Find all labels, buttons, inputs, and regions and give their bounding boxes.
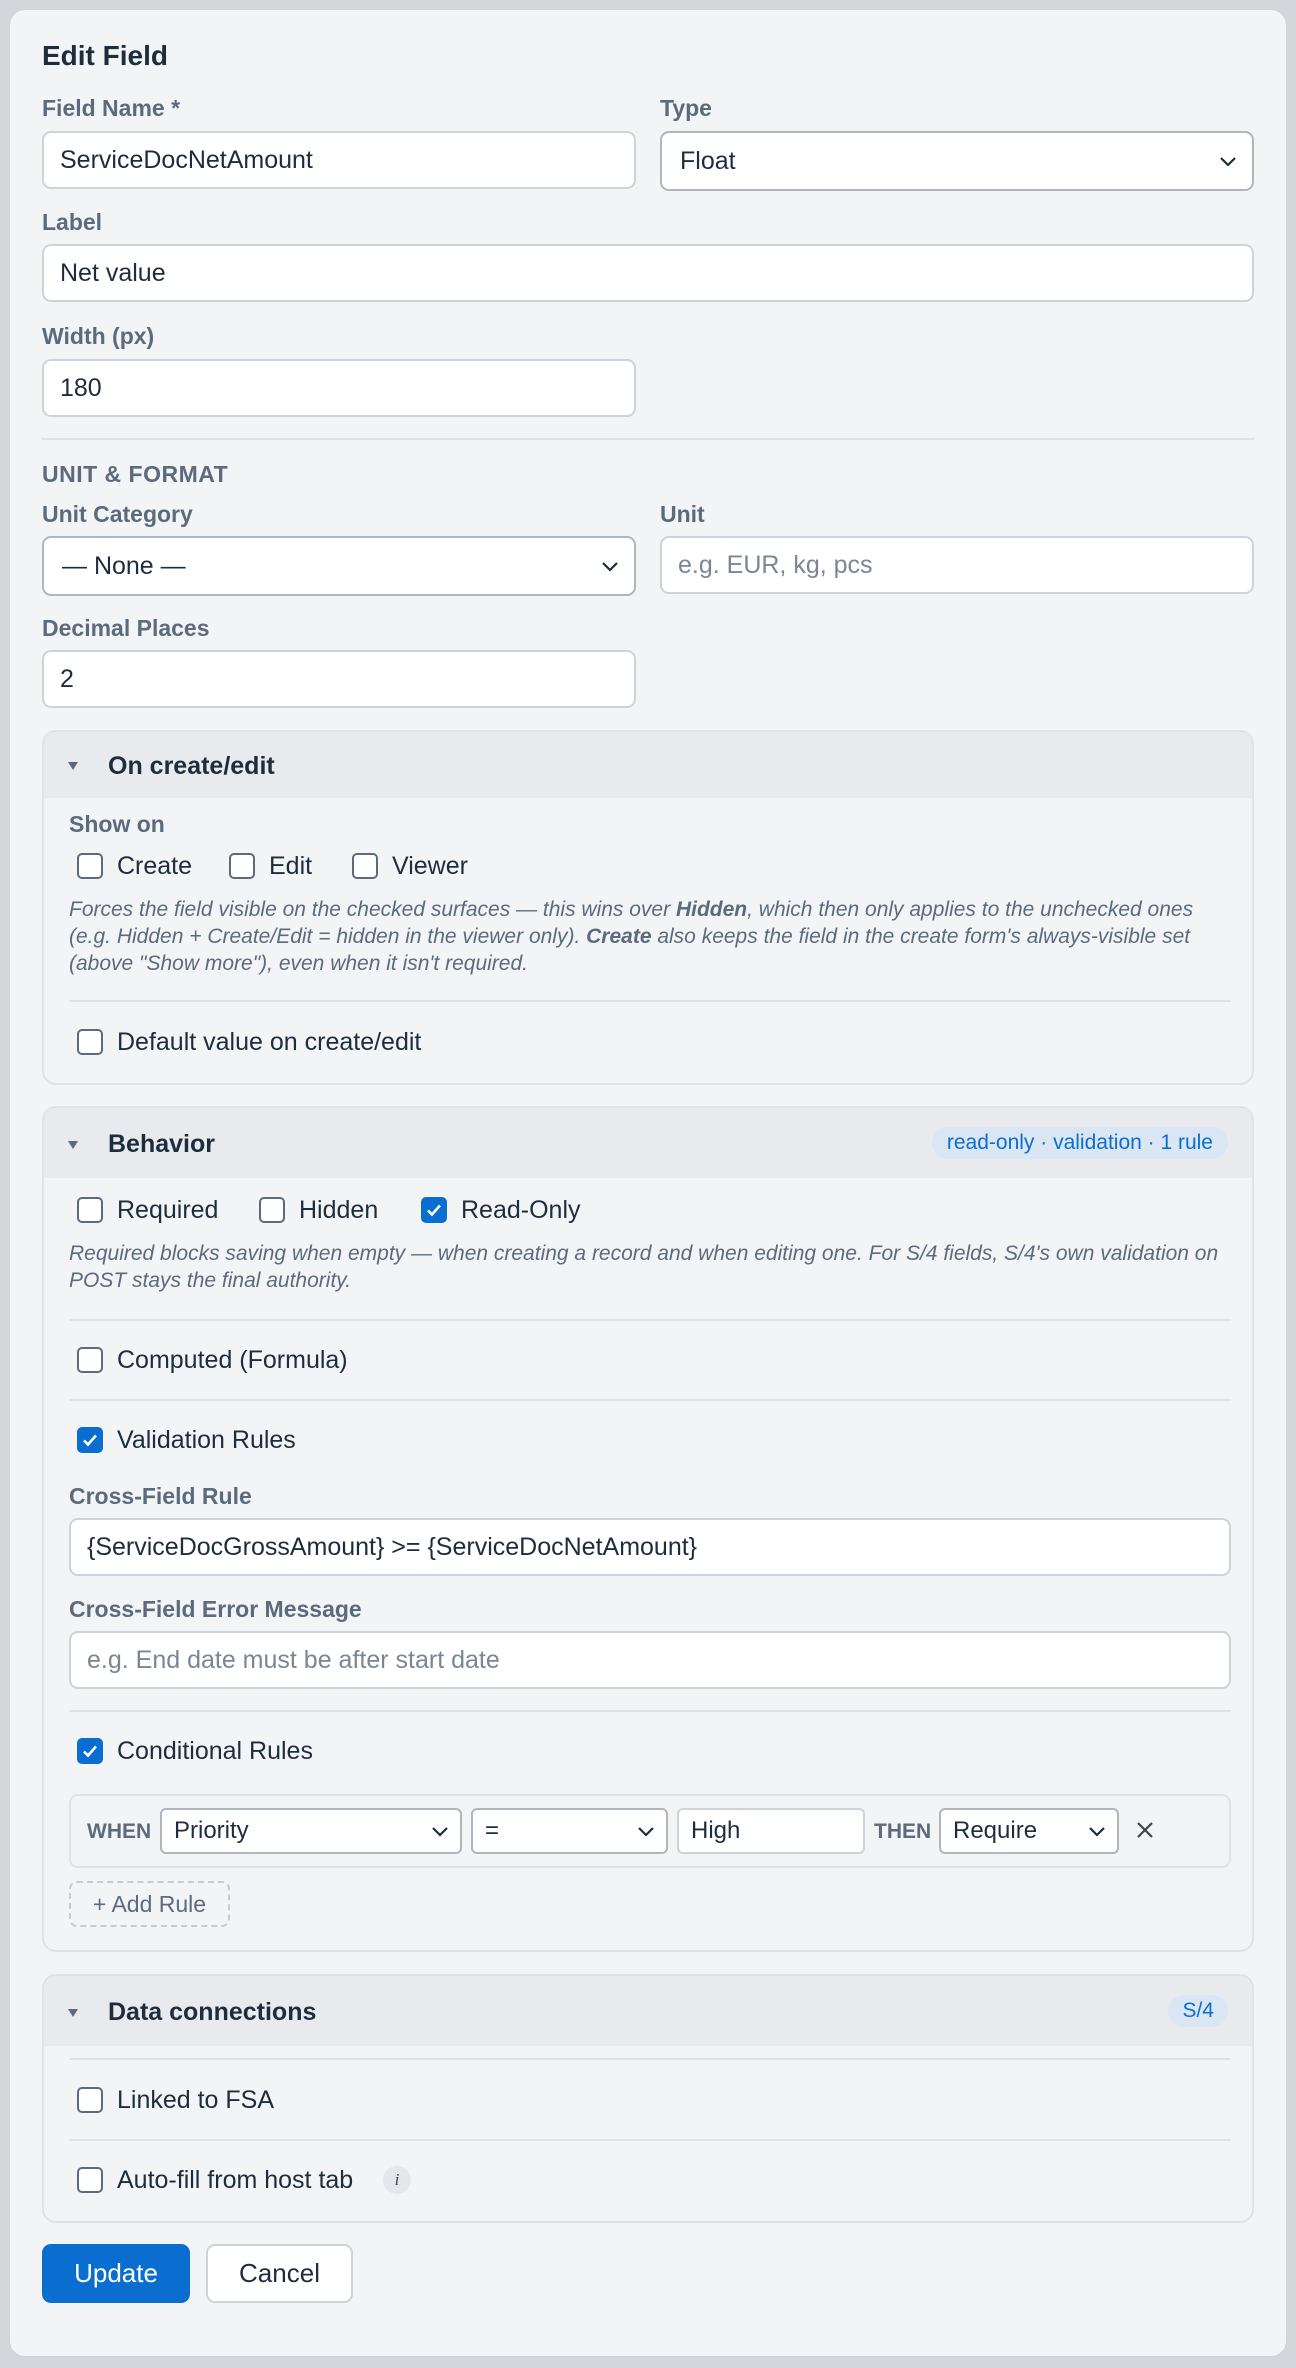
decimal-places-input[interactable]: 2 bbox=[42, 650, 636, 708]
computed-checkbox[interactable] bbox=[77, 1347, 103, 1373]
unit-input[interactable]: e.g. EUR, kg, pcs bbox=[660, 536, 1254, 594]
cross-field-rule-label: Cross-Field Rule bbox=[69, 1483, 252, 1509]
collapse-triangle-icon bbox=[68, 2009, 78, 2017]
unit-category-label: Unit Category bbox=[42, 501, 193, 527]
conditional-rules-label: Conditional Rules bbox=[117, 1737, 313, 1765]
cross-field-error-input[interactable]: e.g. End date must be after start date bbox=[69, 1631, 1231, 1689]
behavior-section bbox=[42, 1106, 1254, 1952]
conditional-rule-row bbox=[69, 1794, 1231, 1868]
linked-to-fsa-checkbox[interactable] bbox=[77, 2087, 103, 2113]
show-on-help-text: Forces the field visible on the checked surfaces — this wins over Hidden, which then only applies to the unchecked ones (e.g. Hidden + Create/Edit = hidden in the viewer only). Create also keeps the field in the create form's always-visible set (above "Show more"), even when it isn't required. bbox=[69, 898, 1194, 975]
divider bbox=[69, 1319, 1231, 1321]
on-create-edit-header[interactable] bbox=[44, 732, 1252, 798]
rule-action-select[interactable] bbox=[939, 1808, 1119, 1854]
collapse-triangle-icon bbox=[68, 1141, 78, 1149]
cancel-button[interactable]: Cancel bbox=[206, 2244, 353, 2303]
computed-label: Computed (Formula) bbox=[117, 1346, 348, 1374]
cross-field-rule-input[interactable]: {ServiceDocGrossAmount} >= {ServiceDocNetAmount} bbox=[69, 1518, 1231, 1576]
field-name-input[interactable]: ServiceDocNetAmount bbox=[42, 131, 636, 189]
rule-action-value: Require bbox=[953, 1817, 1038, 1844]
data-connections-header[interactable] bbox=[44, 1976, 1252, 2046]
type-select-value: Float bbox=[680, 146, 736, 175]
type-label: Type bbox=[660, 95, 712, 121]
unit-category-select[interactable] bbox=[42, 536, 636, 596]
update-button[interactable]: Update bbox=[42, 2244, 190, 2303]
data-connections-section bbox=[42, 1974, 1254, 2223]
chevron-down-icon bbox=[1216, 149, 1240, 173]
show-on-label: Show on bbox=[69, 811, 165, 837]
rule-field-select[interactable] bbox=[160, 1808, 462, 1854]
default-value-checkbox[interactable] bbox=[77, 1029, 103, 1055]
info-icon[interactable]: i bbox=[383, 2166, 411, 2194]
label-input[interactable]: Net value bbox=[42, 244, 1254, 302]
divider bbox=[69, 2058, 1231, 2060]
cross-field-error-label: Cross-Field Error Message bbox=[69, 1596, 362, 1622]
chevron-down-icon bbox=[598, 554, 622, 578]
add-rule-button[interactable]: + Add Rule bbox=[69, 1881, 230, 1927]
chevron-down-icon bbox=[634, 1819, 658, 1843]
divider bbox=[69, 1000, 1231, 1002]
data-connections-title: Data connections bbox=[108, 1998, 317, 2026]
behavior-summary-badge: read-only · validation · 1 rule bbox=[932, 1127, 1228, 1159]
show-on-create-label: Create bbox=[117, 852, 193, 880]
width-input[interactable]: 180 bbox=[42, 359, 636, 417]
rule-operator-value: = bbox=[485, 1817, 500, 1844]
checkmark-icon bbox=[81, 1742, 99, 1760]
width-label: Width (px) bbox=[42, 323, 155, 349]
auto-fill-checkbox[interactable] bbox=[77, 2167, 103, 2193]
when-keyword: WHEN bbox=[87, 1820, 152, 1843]
required-label: Required bbox=[117, 1196, 219, 1224]
field-name-label: Field Name * bbox=[42, 95, 181, 121]
collapse-triangle-icon bbox=[68, 762, 78, 770]
required-help-text: Required blocks saving when empty — when creating a record and when editing one. For S/4 fields, S/4's own validation on POST stays the final authority. bbox=[69, 1242, 1219, 1292]
read-only-label: Read-Only bbox=[461, 1196, 581, 1224]
divider bbox=[69, 1710, 1231, 1712]
rule-value-input[interactable]: High bbox=[677, 1808, 865, 1854]
rule-field-value: Priority bbox=[174, 1817, 249, 1844]
divider bbox=[42, 438, 1254, 440]
close-icon[interactable] bbox=[1133, 1818, 1157, 1842]
hidden-label: Hidden bbox=[299, 1196, 379, 1224]
divider bbox=[69, 1399, 1231, 1401]
on-create-edit-section bbox=[42, 730, 1254, 1085]
read-only-checkbox[interactable] bbox=[421, 1197, 447, 1223]
default-value-label: Default value on create/edit bbox=[117, 1028, 422, 1056]
validation-rules-checkbox[interactable] bbox=[77, 1427, 103, 1453]
show-on-edit-label: Edit bbox=[269, 852, 313, 880]
show-on-viewer-checkbox[interactable] bbox=[352, 853, 378, 879]
show-on-create-checkbox[interactable] bbox=[77, 853, 103, 879]
divider bbox=[69, 2139, 1231, 2141]
validation-rules-label: Validation Rules bbox=[117, 1426, 296, 1454]
decimal-places-label: Decimal Places bbox=[42, 615, 210, 641]
unit-label: Unit bbox=[660, 501, 705, 527]
unit-category-value: — None — bbox=[62, 551, 186, 580]
conditional-rules-checkbox[interactable] bbox=[77, 1738, 103, 1764]
linked-to-fsa-label: Linked to FSA bbox=[117, 2086, 275, 2114]
dialog-title: Edit Field bbox=[42, 40, 168, 71]
chevron-down-icon bbox=[428, 1819, 452, 1843]
behavior-header[interactable] bbox=[44, 1108, 1252, 1178]
auto-fill-label: Auto-fill from host tab bbox=[117, 2166, 354, 2194]
rule-operator-select[interactable] bbox=[471, 1808, 668, 1854]
checkmark-icon bbox=[81, 1431, 99, 1449]
checkmark-icon bbox=[425, 1201, 443, 1219]
type-select[interactable] bbox=[660, 131, 1254, 191]
show-on-edit-checkbox[interactable] bbox=[229, 853, 255, 879]
required-checkbox[interactable] bbox=[77, 1197, 103, 1223]
unit-format-section-title: UNIT & FORMAT bbox=[42, 461, 229, 487]
show-on-viewer-label: Viewer bbox=[392, 852, 468, 880]
hidden-checkbox[interactable] bbox=[259, 1197, 285, 1223]
s4-badge: S/4 bbox=[1168, 1995, 1228, 2027]
label-label: Label bbox=[42, 209, 103, 235]
on-create-edit-title: On create/edit bbox=[108, 752, 275, 780]
behavior-title: Behavior bbox=[108, 1130, 215, 1158]
then-keyword: THEN bbox=[874, 1820, 932, 1843]
chevron-down-icon bbox=[1085, 1819, 1109, 1843]
